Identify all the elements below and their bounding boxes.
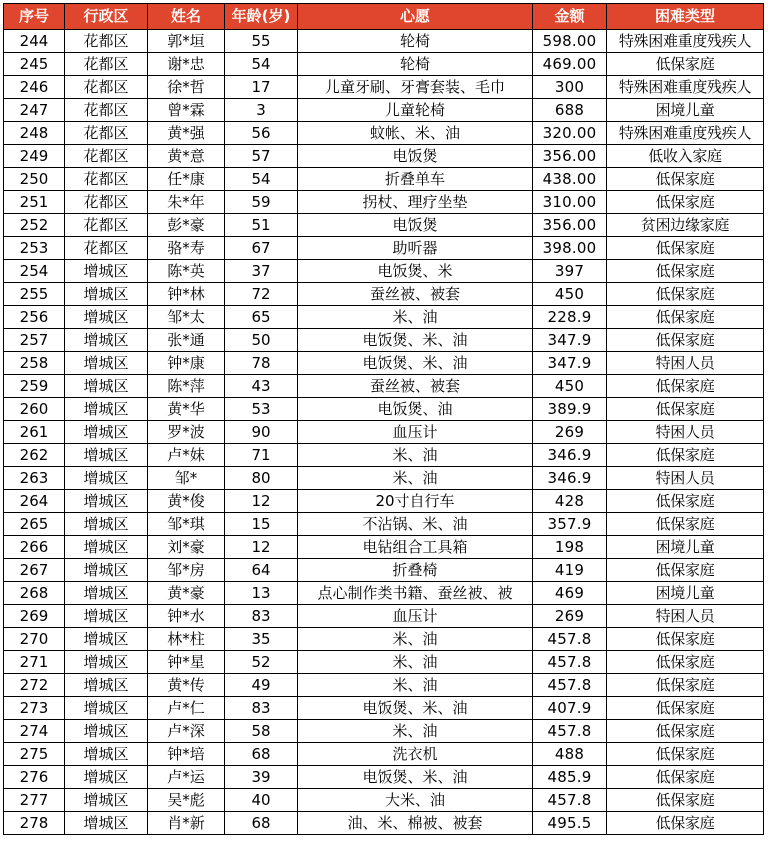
cell-hardship-type: 低保家庭 <box>607 53 764 76</box>
cell-age: 40 <box>225 789 298 812</box>
cell-district: 花都区 <box>65 99 148 122</box>
cell-name: 钟*星 <box>148 651 225 674</box>
cell-district: 增城区 <box>65 697 148 720</box>
table-body <box>4 30 764 835</box>
cell-serial-number: 252 <box>4 214 65 237</box>
cell-hardship-type: 困境儿童 <box>607 582 764 605</box>
cell-hardship-type: 特困人员 <box>607 352 764 375</box>
cell-age: 83 <box>225 697 298 720</box>
cell-name: 邹*太 <box>148 306 225 329</box>
cell-amount: 356.00 <box>533 214 607 237</box>
cell-hardship-type: 低保家庭 <box>607 398 764 421</box>
cell-wish: 电饭煲、米、油 <box>298 329 533 352</box>
cell-hardship-type: 低保家庭 <box>607 513 764 536</box>
table-row <box>4 30 764 53</box>
cell-serial-number: 263 <box>4 467 65 490</box>
cell-hardship-type: 贫困边缘家庭 <box>607 214 764 237</box>
cell-district: 增城区 <box>65 329 148 352</box>
cell-age: 49 <box>225 674 298 697</box>
cell-serial-number: 256 <box>4 306 65 329</box>
cell-serial-number: 273 <box>4 697 65 720</box>
cell-amount: 356.00 <box>533 145 607 168</box>
cell-district: 花都区 <box>65 191 148 214</box>
cell-wish: 折叠椅 <box>298 559 533 582</box>
cell-serial-number: 244 <box>4 30 65 53</box>
cell-age: 57 <box>225 145 298 168</box>
cell-district: 花都区 <box>65 30 148 53</box>
cell-amount: 488 <box>533 743 607 766</box>
cell-district: 增城区 <box>65 582 148 605</box>
table-row <box>4 582 764 605</box>
cell-amount: 347.9 <box>533 329 607 352</box>
table-row <box>4 352 764 375</box>
cell-wish: 电饭煲、米 <box>298 260 533 283</box>
cell-serial-number: 271 <box>4 651 65 674</box>
cell-amount: 357.9 <box>533 513 607 536</box>
cell-age: 78 <box>225 352 298 375</box>
cell-wish: 20寸自行车 <box>298 490 533 513</box>
table-row <box>4 674 764 697</box>
cell-amount: 469.00 <box>533 53 607 76</box>
cell-age: 43 <box>225 375 298 398</box>
cell-hardship-type: 低保家庭 <box>607 283 764 306</box>
cell-serial-number: 262 <box>4 444 65 467</box>
cell-hardship-type: 困境儿童 <box>607 536 764 559</box>
cell-amount: 450 <box>533 375 607 398</box>
cell-serial-number: 265 <box>4 513 65 536</box>
cell-hardship-type: 低保家庭 <box>607 674 764 697</box>
cell-name: 郭*垣 <box>148 30 225 53</box>
cell-name: 肖*新 <box>148 812 225 835</box>
cell-district: 增城区 <box>65 398 148 421</box>
cell-amount: 347.9 <box>533 352 607 375</box>
cell-wish: 折叠单车 <box>298 168 533 191</box>
cell-name: 曾*霖 <box>148 99 225 122</box>
cell-serial-number: 250 <box>4 168 65 191</box>
cell-age: 3 <box>225 99 298 122</box>
cell-serial-number: 278 <box>4 812 65 835</box>
cell-name: 谢*忠 <box>148 53 225 76</box>
cell-amount: 485.9 <box>533 766 607 789</box>
table-row <box>4 53 764 76</box>
cell-wish: 米、油 <box>298 651 533 674</box>
cell-serial-number: 270 <box>4 628 65 651</box>
cell-name: 刘*豪 <box>148 536 225 559</box>
cell-hardship-type: 特殊困难重度残疾人 <box>607 122 764 145</box>
cell-wish: 电饭煲、米、油 <box>298 766 533 789</box>
cell-hardship-type: 特殊困难重度残疾人 <box>607 76 764 99</box>
cell-hardship-type: 困境儿童 <box>607 99 764 122</box>
cell-name: 陈*英 <box>148 260 225 283</box>
cell-name: 邹*琪 <box>148 513 225 536</box>
cell-amount: 457.8 <box>533 651 607 674</box>
header-district: 行政区 <box>65 4 148 30</box>
cell-district: 花都区 <box>65 214 148 237</box>
cell-amount: 269 <box>533 421 607 444</box>
cell-district: 增城区 <box>65 536 148 559</box>
cell-age: 37 <box>225 260 298 283</box>
table-row <box>4 122 764 145</box>
cell-age: 12 <box>225 536 298 559</box>
cell-wish: 电饭煲、米、油 <box>298 352 533 375</box>
cell-wish: 儿童牙刷、牙膏套装、毛巾 <box>298 76 533 99</box>
header-amount: 金额 <box>533 4 607 30</box>
header-age: 年龄(岁) <box>225 4 298 30</box>
cell-district: 增城区 <box>65 375 148 398</box>
cell-name: 吴*彪 <box>148 789 225 812</box>
cell-wish: 米、油 <box>298 674 533 697</box>
table-row <box>4 697 764 720</box>
cell-hardship-type: 低保家庭 <box>607 812 764 835</box>
cell-amount: 495.5 <box>533 812 607 835</box>
table-row <box>4 812 764 835</box>
table-row <box>4 444 764 467</box>
table-row <box>4 260 764 283</box>
cell-age: 53 <box>225 398 298 421</box>
cell-district: 增城区 <box>65 766 148 789</box>
cell-wish: 血压计 <box>298 421 533 444</box>
cell-hardship-type: 特困人员 <box>607 467 764 490</box>
table-row <box>4 329 764 352</box>
table-row <box>4 168 764 191</box>
table-row <box>4 237 764 260</box>
cell-amount: 428 <box>533 490 607 513</box>
cell-serial-number: 253 <box>4 237 65 260</box>
cell-wish: 米、油 <box>298 628 533 651</box>
cell-wish: 大米、油 <box>298 789 533 812</box>
cell-amount: 269 <box>533 605 607 628</box>
cell-amount: 419 <box>533 559 607 582</box>
cell-wish: 米、油 <box>298 467 533 490</box>
cell-serial-number: 277 <box>4 789 65 812</box>
cell-hardship-type: 低保家庭 <box>607 766 764 789</box>
cell-amount: 450 <box>533 283 607 306</box>
cell-serial-number: 264 <box>4 490 65 513</box>
cell-amount: 310.00 <box>533 191 607 214</box>
table-row <box>4 789 764 812</box>
cell-amount: 198 <box>533 536 607 559</box>
cell-wish: 米、油 <box>298 720 533 743</box>
table-row <box>4 214 764 237</box>
cell-wish: 血压计 <box>298 605 533 628</box>
cell-hardship-type: 低保家庭 <box>607 329 764 352</box>
cell-wish: 电饭煲 <box>298 145 533 168</box>
cell-wish: 蚕丝被、被套 <box>298 375 533 398</box>
cell-amount: 300 <box>533 76 607 99</box>
cell-amount: 457.8 <box>533 720 607 743</box>
cell-name: 黄*强 <box>148 122 225 145</box>
table-row <box>4 467 764 490</box>
table-row <box>4 421 764 444</box>
cell-district: 增城区 <box>65 812 148 835</box>
cell-name: 钟*林 <box>148 283 225 306</box>
cell-hardship-type: 低保家庭 <box>607 191 764 214</box>
cell-district: 花都区 <box>65 122 148 145</box>
cell-hardship-type: 特困人员 <box>607 421 764 444</box>
cell-hardship-type: 低保家庭 <box>607 789 764 812</box>
cell-serial-number: 267 <box>4 559 65 582</box>
cell-serial-number: 258 <box>4 352 65 375</box>
cell-name: 骆*寿 <box>148 237 225 260</box>
cell-hardship-type: 低保家庭 <box>607 697 764 720</box>
cell-name: 卢*运 <box>148 766 225 789</box>
cell-name: 黄*华 <box>148 398 225 421</box>
table-row <box>4 283 764 306</box>
cell-district: 增城区 <box>65 559 148 582</box>
cell-age: 67 <box>225 237 298 260</box>
cell-age: 90 <box>225 421 298 444</box>
cell-name: 卢*仁 <box>148 697 225 720</box>
table-row <box>4 605 764 628</box>
cell-amount: 397 <box>533 260 607 283</box>
cell-serial-number: 275 <box>4 743 65 766</box>
cell-hardship-type: 低保家庭 <box>607 444 764 467</box>
table-row <box>4 191 764 214</box>
cell-serial-number: 260 <box>4 398 65 421</box>
cell-age: 83 <box>225 605 298 628</box>
cell-wish: 儿童轮椅 <box>298 99 533 122</box>
cell-district: 增城区 <box>65 490 148 513</box>
cell-amount: 407.9 <box>533 697 607 720</box>
header-serial-number: 序号 <box>4 4 65 30</box>
cell-age: 50 <box>225 329 298 352</box>
table-row <box>4 513 764 536</box>
cell-district: 花都区 <box>65 145 148 168</box>
cell-serial-number: 268 <box>4 582 65 605</box>
cell-amount: 469 <box>533 582 607 605</box>
cell-hardship-type: 低保家庭 <box>607 490 764 513</box>
cell-wish: 不沾锅、米、油 <box>298 513 533 536</box>
cell-amount: 228.9 <box>533 306 607 329</box>
cell-name: 张*通 <box>148 329 225 352</box>
cell-district: 增城区 <box>65 283 148 306</box>
cell-district: 增城区 <box>65 628 148 651</box>
wish-list-table <box>3 3 764 835</box>
cell-district: 增城区 <box>65 789 148 812</box>
cell-serial-number: 251 <box>4 191 65 214</box>
cell-serial-number: 246 <box>4 76 65 99</box>
table-row <box>4 76 764 99</box>
cell-serial-number: 266 <box>4 536 65 559</box>
cell-serial-number: 247 <box>4 99 65 122</box>
cell-wish: 轮椅 <box>298 30 533 53</box>
cell-age: 58 <box>225 720 298 743</box>
cell-age: 64 <box>225 559 298 582</box>
cell-wish: 点心制作类书籍、蚕丝被、被 <box>298 582 533 605</box>
cell-serial-number: 269 <box>4 605 65 628</box>
cell-age: 15 <box>225 513 298 536</box>
cell-wish: 助听器 <box>298 237 533 260</box>
cell-name: 罗*波 <box>148 421 225 444</box>
cell-age: 80 <box>225 467 298 490</box>
cell-name: 邹* <box>148 467 225 490</box>
cell-district: 花都区 <box>65 76 148 99</box>
cell-name: 钟*培 <box>148 743 225 766</box>
cell-age: 51 <box>225 214 298 237</box>
cell-age: 68 <box>225 812 298 835</box>
cell-hardship-type: 低保家庭 <box>607 375 764 398</box>
cell-age: 72 <box>225 283 298 306</box>
cell-district: 增城区 <box>65 421 148 444</box>
cell-hardship-type: 低收入家庭 <box>607 145 764 168</box>
cell-age: 71 <box>225 444 298 467</box>
cell-name: 邹*房 <box>148 559 225 582</box>
cell-age: 68 <box>225 743 298 766</box>
table-row <box>4 628 764 651</box>
cell-name: 钟*康 <box>148 352 225 375</box>
cell-age: 54 <box>225 168 298 191</box>
cell-district: 花都区 <box>65 168 148 191</box>
table-row <box>4 490 764 513</box>
table-row <box>4 743 764 766</box>
cell-name: 卢*妹 <box>148 444 225 467</box>
cell-amount: 457.8 <box>533 628 607 651</box>
cell-amount: 389.9 <box>533 398 607 421</box>
cell-amount: 598.00 <box>533 30 607 53</box>
cell-wish: 电饭煲、油 <box>298 398 533 421</box>
cell-wish: 洗衣机 <box>298 743 533 766</box>
cell-serial-number: 245 <box>4 53 65 76</box>
cell-name: 任*康 <box>148 168 225 191</box>
cell-age: 12 <box>225 490 298 513</box>
cell-serial-number: 249 <box>4 145 65 168</box>
header-hardship-type: 困难类型 <box>607 4 764 30</box>
cell-amount: 688 <box>533 99 607 122</box>
table-row <box>4 720 764 743</box>
cell-amount: 320.00 <box>533 122 607 145</box>
table-row <box>4 99 764 122</box>
cell-hardship-type: 特困人员 <box>607 605 764 628</box>
cell-district: 增城区 <box>65 467 148 490</box>
cell-age: 39 <box>225 766 298 789</box>
cell-wish: 米、油 <box>298 306 533 329</box>
cell-serial-number: 254 <box>4 260 65 283</box>
cell-serial-number: 274 <box>4 720 65 743</box>
cell-district: 增城区 <box>65 444 148 467</box>
cell-district: 花都区 <box>65 53 148 76</box>
cell-name: 黄*传 <box>148 674 225 697</box>
cell-hardship-type: 低保家庭 <box>607 559 764 582</box>
cell-amount: 398.00 <box>533 237 607 260</box>
cell-district: 增城区 <box>65 260 148 283</box>
table-row <box>4 375 764 398</box>
cell-wish: 蚊帐、米、油 <box>298 122 533 145</box>
cell-age: 65 <box>225 306 298 329</box>
cell-district: 增城区 <box>65 605 148 628</box>
table-row <box>4 398 764 421</box>
cell-hardship-type: 低保家庭 <box>607 306 764 329</box>
cell-wish: 拐杖、理疗坐垫 <box>298 191 533 214</box>
cell-age: 54 <box>225 53 298 76</box>
cell-amount: 457.8 <box>533 674 607 697</box>
cell-wish: 米、油 <box>298 444 533 467</box>
table-row <box>4 306 764 329</box>
cell-serial-number: 259 <box>4 375 65 398</box>
cell-age: 52 <box>225 651 298 674</box>
cell-amount: 346.9 <box>533 467 607 490</box>
table-row <box>4 651 764 674</box>
cell-name: 黄*豪 <box>148 582 225 605</box>
cell-hardship-type: 低保家庭 <box>607 168 764 191</box>
cell-age: 17 <box>225 76 298 99</box>
cell-wish: 电饭煲 <box>298 214 533 237</box>
cell-age: 56 <box>225 122 298 145</box>
cell-hardship-type: 低保家庭 <box>607 260 764 283</box>
cell-serial-number: 255 <box>4 283 65 306</box>
cell-age: 59 <box>225 191 298 214</box>
cell-age: 35 <box>225 628 298 651</box>
cell-age: 55 <box>225 30 298 53</box>
table-row <box>4 145 764 168</box>
cell-wish: 油、米、棉被、被套 <box>298 812 533 835</box>
cell-wish: 轮椅 <box>298 53 533 76</box>
cell-amount: 457.8 <box>533 789 607 812</box>
cell-hardship-type: 低保家庭 <box>607 743 764 766</box>
cell-district: 花都区 <box>65 237 148 260</box>
cell-hardship-type: 低保家庭 <box>607 237 764 260</box>
cell-name: 黄*意 <box>148 145 225 168</box>
wish-list-table-container <box>3 3 764 835</box>
cell-wish: 电饭煲、米、油 <box>298 697 533 720</box>
cell-name: 朱*年 <box>148 191 225 214</box>
table-row <box>4 766 764 789</box>
cell-name: 林*柱 <box>148 628 225 651</box>
cell-amount: 346.9 <box>533 444 607 467</box>
cell-serial-number: 272 <box>4 674 65 697</box>
cell-wish: 电钻组合工具箱 <box>298 536 533 559</box>
cell-district: 增城区 <box>65 674 148 697</box>
cell-age: 13 <box>225 582 298 605</box>
cell-hardship-type: 低保家庭 <box>607 651 764 674</box>
header-name: 姓名 <box>148 4 225 30</box>
cell-serial-number: 261 <box>4 421 65 444</box>
header-wish: 心愿 <box>298 4 533 30</box>
cell-hardship-type: 特殊困难重度残疾人 <box>607 30 764 53</box>
cell-district: 增城区 <box>65 651 148 674</box>
cell-serial-number: 248 <box>4 122 65 145</box>
cell-district: 增城区 <box>65 352 148 375</box>
cell-district: 增城区 <box>65 306 148 329</box>
cell-name: 徐*哲 <box>148 76 225 99</box>
cell-district: 增城区 <box>65 513 148 536</box>
cell-hardship-type: 低保家庭 <box>607 720 764 743</box>
cell-hardship-type: 低保家庭 <box>607 628 764 651</box>
cell-name: 陈*萍 <box>148 375 225 398</box>
cell-name: 钟*水 <box>148 605 225 628</box>
cell-district: 增城区 <box>65 743 148 766</box>
cell-wish: 蚕丝被、被套 <box>298 283 533 306</box>
cell-name: 卢*深 <box>148 720 225 743</box>
table-row <box>4 536 764 559</box>
cell-name: 彭*豪 <box>148 214 225 237</box>
cell-name: 黄*俊 <box>148 490 225 513</box>
cell-serial-number: 276 <box>4 766 65 789</box>
table-header-row <box>4 4 764 30</box>
cell-amount: 438.00 <box>533 168 607 191</box>
cell-district: 增城区 <box>65 720 148 743</box>
cell-serial-number: 257 <box>4 329 65 352</box>
table-row <box>4 559 764 582</box>
